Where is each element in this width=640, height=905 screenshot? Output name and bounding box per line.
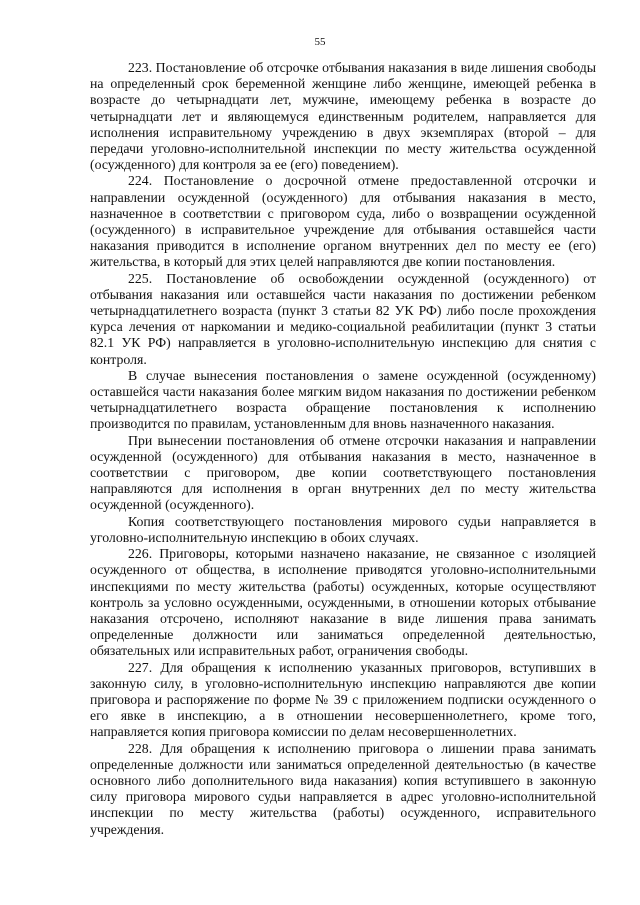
paragraph-227: 227. Для обращения к исполнению указанных приговоров, вступивших в законную силу, в уголовно-исполнительную инспекцию направляются две копии приговора и распоряжение по форме № 39 с приложением подписки осужденного о его явке в инспекцию, а в отношении несовершеннолетнего, кроме того, направляется копия приговора комиссии по делам несовершеннолетних. — [90, 659, 596, 740]
paragraph-225-revocation: При вынесении постановления об отмене отсрочки наказания и направлении осужденной (осужденного) для отбывания наказания в место, назначенное в соответствии с приговором, две копии соответствующего постановления направляются для исполнения в орган внутренних дел по месту жительства осужденной (осужденного). — [90, 432, 596, 513]
paragraph-225-replacement: В случае вынесения постановления о замене осужденной (осужденному) оставшейся части наказания более мягким видом наказания по достижении ребенком четырнадцатилетнего возраста обращение постановления к исполнению производится по правилам, установленным для вновь назначенного наказания. — [90, 367, 596, 432]
page-number: 55 — [314, 36, 326, 48]
paragraph-224: 224. Постановление о досрочной отмене предоставленной отсрочки и направлении осужденной (осужденного) для отбывания наказания в место, назначенное в соответствии с приговором суда, либо о возвращении осужденной (осужденного) в исправительное учреждение для отбывания оставшейся части наказания приводится в исполнение органом внутренних дел по месту ее (его) жительства, в который для этих целей направляются две копии постановления. — [90, 173, 596, 270]
paragraph-225-copy: Копия соответствующего постановления мирового судьи направляется в уголовно-исполнительную инспекцию в обоих случаях. — [90, 513, 596, 545]
paragraph-223: 223. Постановление об отсрочке отбывания наказания в виде лишения свободы на определенный срок беременной женщине либо женщине, имеющей ребенка в возрасте до четырнадцати лет, мужчине, имеющему ребенка в возрасте до четырнадцати лет и являющемуся единственным родителем, направляется для исполнения исправительному учреждению в двух экземплярах (второй – для передачи уголовно-исполнительной инспекции по месту жительства осужденной (осужденного) для контроля за ее (его) поведением). — [90, 60, 596, 173]
paragraph-228: 228. Для обращения к исполнению приговора о лишении права занимать определенные должности или заниматься определенной деятельностью (в качестве основного либо дополнительного вида наказания) копия вступившего в законную силу приговора мирового судьи направляется в адрес уголовно-исполнительной инспекции по месту жительства (работы) осужденного, исправительного учреждения. — [90, 740, 596, 837]
paragraph-226: 226. Приговоры, которыми назначено наказание, не связанное с изоляцией осужденного от общества, в исполнение приводятся уголовно-исполнительными инспекциями по месту жительства (работы) осужденных, которые осуществляют контроль за условно осужденными, осужденными, в отношении которых отбывание наказания отсрочено, исполняют наказание в виде лишения права занимать определенные должности или заниматься определенной деятельностью, обязательных или исправительных работ, ограничения свободы. — [90, 546, 596, 659]
paragraph-225: 225. Постановление об освобождении осужденной (осужденного) от отбывания наказания или оставшейся части наказания по достижении ребенком четырнадцатилетнего возраста (пункт 3 статьи 82 УК РФ) либо после прохождения курса лечения от наркомании и медико-социальной реабилитации (пункт 3 статьи 82.1 УК РФ) направляется в уголовно-исполнительную инспекцию для снятия с контроля. — [90, 270, 596, 367]
document-body — [90, 60, 596, 838]
